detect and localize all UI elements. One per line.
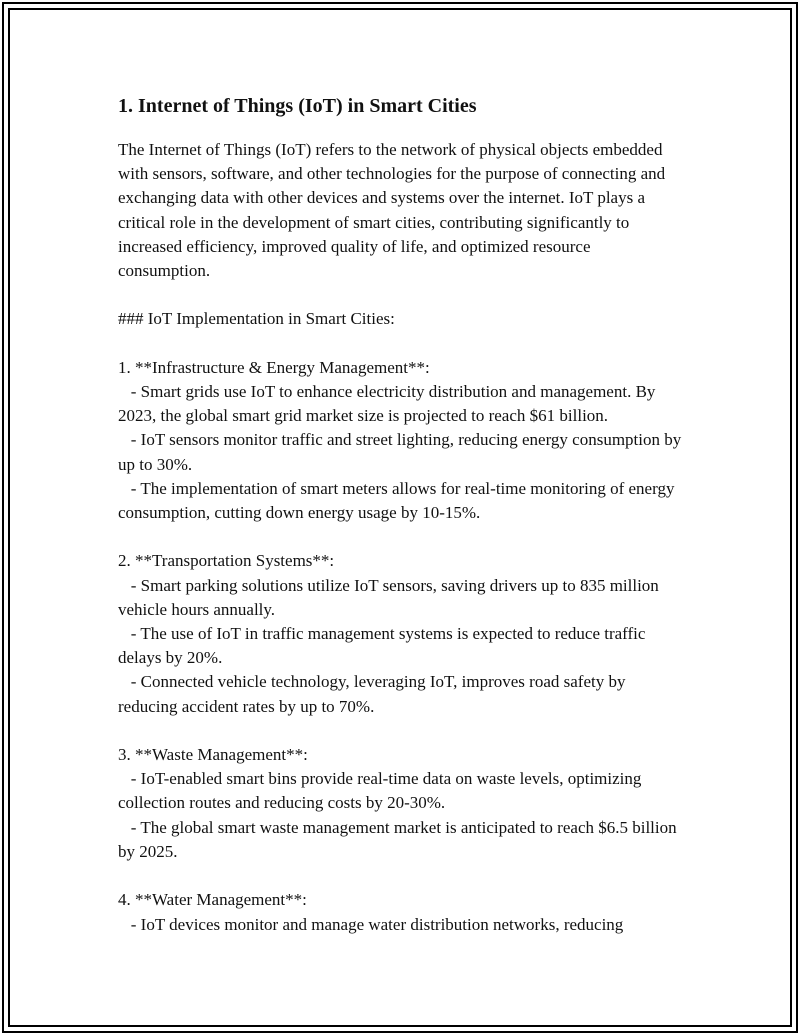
section-body: The Internet of Things (IoT) refers to the network of physical objects embedded with sensors, software, and other technologies for the purpose of connecting and exchanging data with other devices and systems over the internet. IoT plays a critical role in the development of smart cities, contributing significantly to increased efficiency, improved quality of life, and optimized resource consumption. ### IoT Implementation in Smart Cities: 1. **Infrastructure & Energy Management**: - Smart grids use IoT to enhance electricity distribution and management. By 2023, the global smart grid market size is projected to reach $61 billion. - IoT sensors monitor traffic and street lighting, reducing energy consumption by up to 30%. - The implementation of smart meters allows for real-time monitoring of energy consumption, cutting down energy usage by 10-15%. 2. **Transportation Systems**: - Smart parking solutions utilize IoT sensors, saving drivers up to 835 million vehicle hours annually. - The use of IoT in traffic management systems is expected to reduce traffic delays by 20%. - Connected vehicle technology, leveraging IoT, improves road safety by reducing accident rates by up to 70%. 3. **Waste Management**: - IoT-enabled smart bins provide real-time data on waste levels, optimizing collection routes and reducing costs by 20-30%. - The global smart waste management market is anticipated to reach $6.5 billion by 2025. 4. **Water Management**: - IoT devices monitor and manage water distribution networks, reducing [118, 140, 682, 934]
document-content [118, 93, 683, 937]
section-heading: 1. Internet of Things (IoT) in Smart Cities [118, 95, 477, 117]
